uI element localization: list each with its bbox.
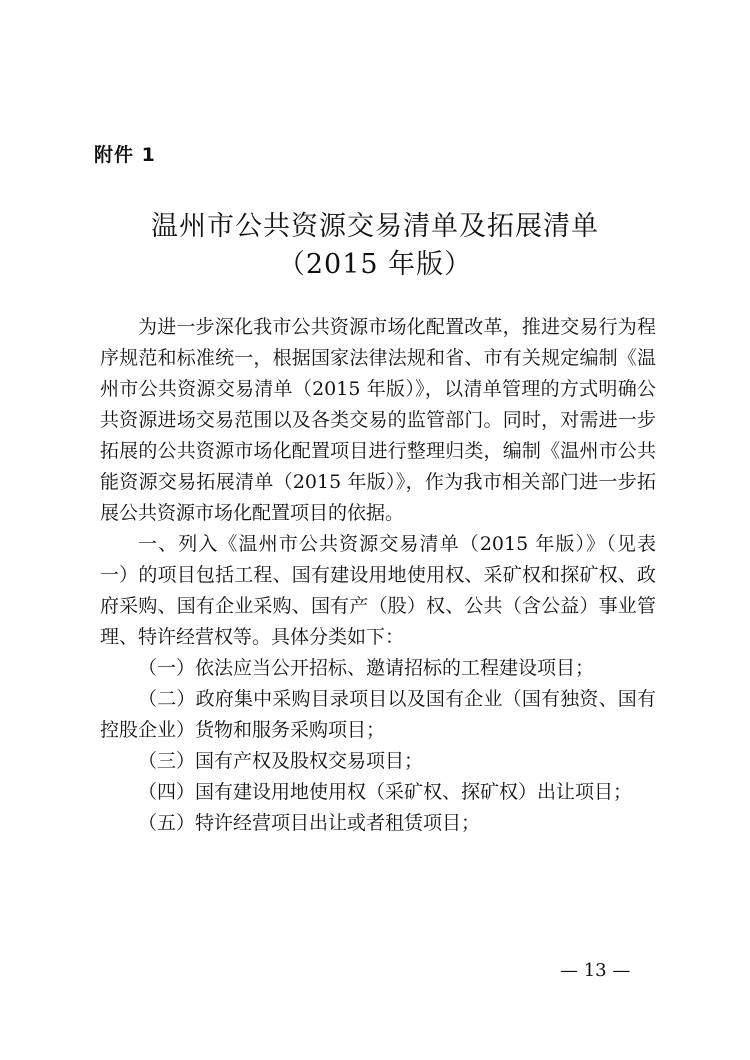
document-body [100, 312, 656, 839]
section-one-paragraph: 一、列入《温州市公共资源交易清单（2015 年版）》（见表一）的项目包括工程、国有建设用地使用权、采矿权和探矿权、政府采购、国有企业采购、国有产（股）权、公共（含公益）事业管理、特许经营权等。具体分类如下： [100, 533, 656, 648]
page-number: — 13 — [560, 960, 631, 981]
list-item: （三）国有产权及股权交易项目； [138, 750, 424, 772]
attachment-label: 附件 1 [94, 144, 156, 166]
list-item: （五）特许经营项目出让或者租赁项目； [138, 812, 481, 834]
document-subtitle: （2015 年版） [277, 249, 473, 280]
list-item: （一）依法应当公开招标、邀请招标的工程建设项目； [138, 657, 595, 679]
list-item: （四）国有建设用地使用权（采矿权、探矿权）出让项目； [138, 781, 633, 803]
intro-paragraph: 为进一步深化我市公共资源市场化配置改革，推进交易行为程序规范和标准统一，根据国家法律法规和省、市有关规定编制《温州市公共资源交易清单（2015 年版）》，以清单管理的方式明确公共资源进场交易范围以及各类交易的监管部门。同时，对需进一步拓展的公共资源市场化配置项目进行整理归类，编制《温州市公共能资源交易拓展清单（2015 年版）》，作为我市相关部门进一步拓展公共资源市场化配置项目的依据。 [100, 316, 656, 524]
list-item: （二）政府集中采购目录项目以及国有企业（国有独资、国有控股企业）货物和服务采购项目； [100, 688, 656, 741]
document-title: 温州市公共资源交易清单及拓展清单 [151, 211, 599, 242]
